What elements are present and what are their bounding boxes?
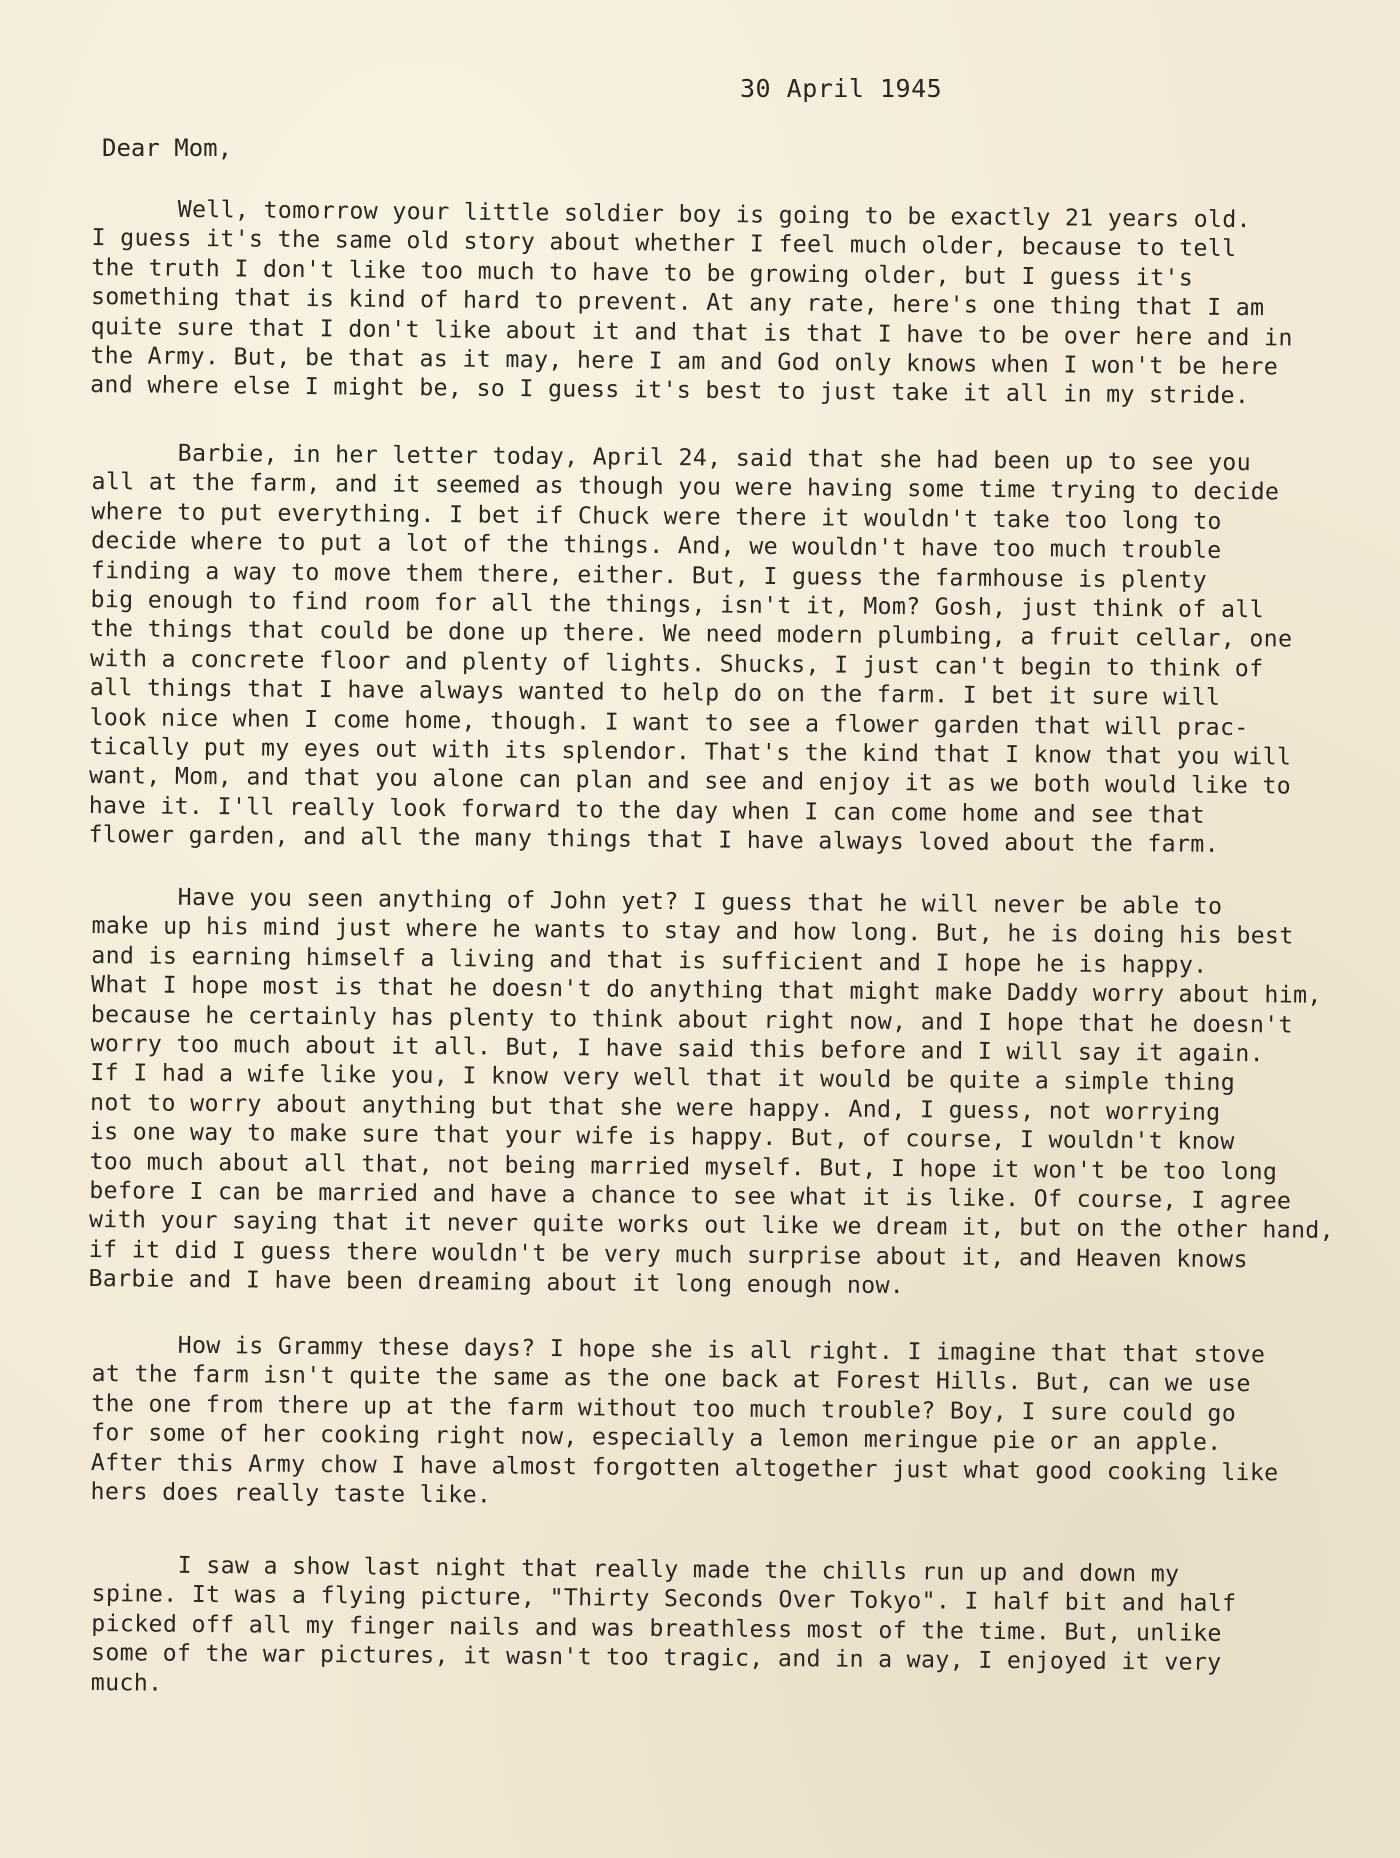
paragraph-farm: Barbie, in her letter today, April 24, said that she had been up to see you all at the farm, and it seemed as though you were having some time trying to decide where to put everything. I bet if Chuck were there it wouldn't take too long to decide where to put a lot of the things. And, we wouldn't have too much trouble finding a way to move them there, either. But, I guess the farmhouse is plenty big enough to find room for all the things, isn't it, Mom? Gosh, just think of all the things that could be done up there. We need modern plumbing, a fruit cellar, one with a concrete floor and plenty of lights. Shucks, I just can't begin to think of all things that I have always wanted to help do on the farm. I bet it sure will look nice when I come home, though. I want to see a flower garden that will prac- tically put my eyes out with its splendor. That's the kind that I know that you will want, Mom, and that you alone can plan and see and enjoy it as we both would like to have it. I'll really look forward to the day when I can come home and see that flower garden, and all the many things that I have always loved about the farm.	[88, 438, 1293, 859]
paragraph-grammy: How is Grammy these days? I hope she is all right. I imagine that that stove at the farm isn't quite the same as the one back at Forest Hills. But, can we use the one from there up at the farm without too much trouble? Boy, I sure could go for some of her cooking right now, especially a lemon meringue pie or an apple. After this Army chow I have almost forgotten altogether just what good cooking like hers does really taste like.	[90, 1331, 1279, 1509]
letter-date: 30 April 1945	[740, 74, 943, 103]
paragraph-movie: I saw a show last night that really made the chills run up and down my spine. It was a flying picture, "Thirty Seconds Over Tokyo". I half bit and half picked off all my finger nails and was breathless most of the time. But, unlike some of the war pictures, it wasn't too tragic, and in a way, I enjoyed it very much.	[90, 1551, 1237, 1697]
paragraph-john: Have you seen anything of John yet? I guess that he will never be able to make up his mind just where he wants to stay and how long. But, he is doing his best and is earning himself a living and that is sufficient and I hope he is happy. What I hope most is that he doesn't do anything that might make Daddy worry about him, because he certainly has plenty to think about right now, and I hope that he doesn't worry too much about it all. But, I have said this before and I will say it again. If I had a wife like you, I know very well that it would be quite a simple thing not to worry about anything but that she were happy. And, I guess, not worrying is one way to make sure that your wife is happy. But, of course, I wouldn't know too much about all that, not being married myself. But, I hope it won't be too long before I can be married and have a chance to see what it is like. Of course, I agree with your saying that it never quite works out like we dream it, but on the other hand, if it did I guess there wouldn't be very much surprise about it, and Heaven knows Barbie and I have been dreaming about it long enough now.	[88, 882, 1335, 1300]
paragraph-birthday: Well, tomorrow your little soldier boy is going to be exactly 21 years old. I guess it's the same old story about whether I feel much older, because to tell the truth I don't like too much to have to be growing older, but I guess it's something that is kind of hard to prevent. At any rate, here's one thing that I am quite sure that I don't like about it and that is that I have to be over here and in the Army. But, be that as it may, here I am and God only knows when I won't be here and where else I might be, so I guess it's best to just take it all in my stride.	[90, 194, 1293, 410]
letter-salutation: Dear Mom,	[102, 134, 233, 162]
